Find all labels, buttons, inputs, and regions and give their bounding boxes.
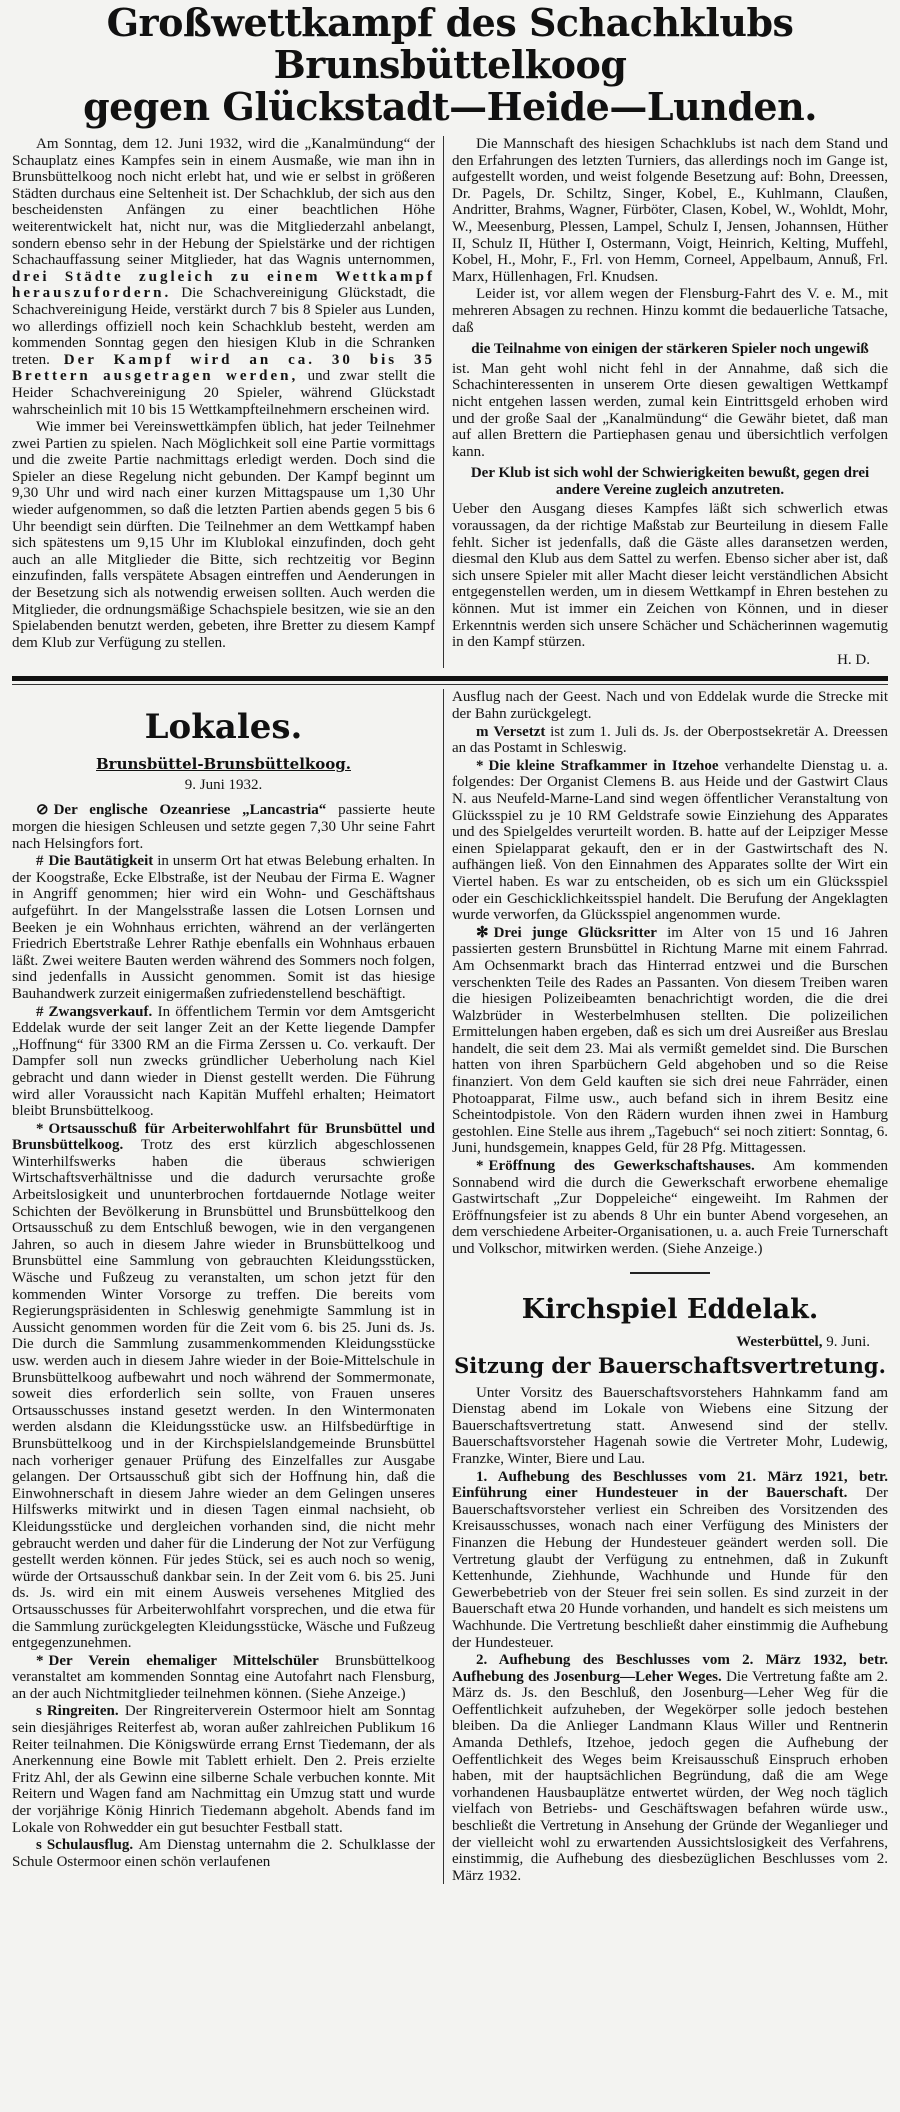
text: ist zum 1. Juli ds. Js. der Oberpostsekretär A. Dreessen an das Postamt in Schleswig. [452, 723, 888, 757]
item-lead: Der Verein ehemaliger Mittelschüler [48, 1652, 319, 1669]
text: Wie immer bei Vereinswettkämpfen üblich, hat jeder Teilnehmer zwei Partien zu spielen. Nach Möglichkeit soll eine Partie vormittags und die zweite Partie nachmittags erledigt werden. Doch sind die Spieler an diese Regelung nicht gebunden. Der Kampf beginnt um 9,30 Uhr und wird nach einer kurzen Mittagspause um 1,30 Uhr wieder aufgenommen, so daß die letzten Partien abends gegen 5 bis 6 Uhr beendigt sein dürften. Die Teilnehmer an dem Wettkampf haben sich spätestens um 9,15 Uhr im Klublokal einzufinden, doch geht auch an alle Mitglieder die Bitte, sich rechtzeitig vor Beginn einzufinden, falls verspätete Absagen eintreffen und Aenderungen in der Besetzung sich als notwendig erweisen sollten. Auch werden die Mitglieder, die ordnungsmäßige Schachspiele besitzen, wie sie an den Spielabenden benutzt werden, gebeten, ihre Bretter zu diesem Kampf dem Klub zur Verfügung zu stellen. [12, 419, 435, 651]
text: Am Dienstag unternahm die 2. Schulklasse der Schule Ostermoor einen schön verlaufenen [12, 1837, 435, 1870]
item-marker-icon: * [476, 757, 484, 774]
paragraph [452, 136, 888, 285]
paragraph [452, 361, 888, 461]
lokales-heading: Lokales. [144, 707, 303, 748]
item-lead: Zwangsverkauf. [48, 1003, 153, 1020]
kirchspiel-heading: Kirchspiel Eddelak. [521, 1293, 819, 1325]
kirchspiel-body [452, 1385, 888, 1885]
item-lead: Versetzt [493, 723, 546, 740]
item-marker-icon: ✻ [476, 924, 489, 941]
lokales-date: 9. Juni 1932. [184, 777, 263, 794]
sitzung-title: Sitzung der Bauerschaftsvertretung. [454, 1352, 886, 1378]
paragraph [12, 136, 435, 418]
paragraph [12, 1121, 435, 1652]
text: und zwar stellt die Heider Schachvereinigung 20 Spieler, während Glückstadt wahrscheinlich mit 10 bis 15 Wettkampfteilnehmern erscheinen wird. [12, 368, 435, 418]
dateline-place: Westerbüttel, [736, 1333, 823, 1350]
dateline-date: 9. Juni. [822, 1333, 870, 1350]
text: Brunsbüttelkoog veranstaltet am kommenden Sonntag eine Autofahrt nach Flensburg, an der auch Nichtmitglieder teilnehmen können. (Siehe Anzeige.) [12, 1652, 436, 1702]
item-lead: Der englische Ozeanriese „Lancastria“ [53, 802, 327, 819]
item-marker-icon: # [36, 853, 44, 870]
text: Am Sonntag, dem 12. Juni 1932, wird die „Kanalmündung“ der Schauplatz eines Kampfes sein in einem Ausmaße, wie man ihn in Brunsbüttelkoog noch nicht erlebt hat, und wie er selbst in größeren Städten durchaus eine Seltenheit ist. Der Schachklub, der sich aus den bescheidensten Anfängen zu einer beachtlichen Höhe weiterentwickelt hat, nicht nur, was die Mitgliederzahl anbelangt, sondern ebenso sehr in der Hebung der Spielstärke und der richtigen Schachauffassung seiner Mitglieder, hat das Wagnis unternommen, [12, 136, 435, 269]
text: Die Mannschaft des hiesigen Schachklubs ist nach dem Stand und den Erfahrungen des letzten Turniers, das allerdings noch im Gange ist, aufgestellt worden, und weist folgende Besetzung auf: Bohn, Dreessen, Dr. Pagels, Dr. Schiltz, Singer, Kobel, E., Kuhlmann, Claußen, Andritter, Brahms, Wagner, Fürböter, Clasen, Kobel, W., Wohldt, Mohr, W., Meesenburg, Plessen, Lampel, Schulz I, Jensen, Johannsen, Hüther II, Schulz II, Hüther I, Ostermann, Voigt, Heinrich, Kelting, Muffehl, Kobel, H., Mohr, F., Frl. von Hemm, Corneel, Appelbaum, Annuß, Frl. Marx, Hüllenhagen, Frl. Knudsen. [452, 136, 888, 285]
item-lead: Drei junge Glücksritter [493, 924, 657, 941]
text: ist. Man geht wohl nicht fehl in der Annahme, daß sich die Schachinteressenten in unserem Orte diesen gewaltigen Wettkampf nicht entgehen lassen werden, zumal kein Eintrittsgeld erhoben wird und der große Saal der „Kanalmündung“ die Gewähr bietet, daß man auf allen Brettern die Partiephasen genau und übersichtlich verfolgen kann. [452, 360, 888, 460]
item-lead: Eröffnung des Gewerkschaftshauses. [488, 1158, 755, 1175]
text: Der Ringreiterverein Ostermoor hielt am Sonntag sein diesjähriges Reiterfest ab, woran außer zahlreichen Publikum 16 Reiter teilnahmen. Die Königswürde errang Ernst Tiedemann, der als Anerkennung eine Bowle mit Tablett erhielt. Den 2. Preis erzielte Fritz Ahl, der als Gewinn eine silberne Schale verbuchen konnte. Mit Reitern und Wagen fand am Nachmittag ein Umzug statt und wurde der vorjährige König Hinrich Tiedemann abgeholt. Abends fand im Lokale von Rohwedder ein gut besuchter Festball statt. [12, 1703, 435, 1836]
subheading [452, 341, 888, 358]
paragraph [452, 1469, 888, 1652]
text: im Alter von 15 und 16 Jahren passierten gestern Brunsbüttel in Richtung Marne mit einem Fahrrad. Am Ochsenmarkt brach das Hinterrad entzwei und die Burschen verschenkten Teile des Rades an Passanten. Von diesem Treiben waren die hiesigen Polizeibeamten benachrichtigt worden, die die drei Walzbrüder in Westerbelmhusen stellten. Die polizeilichen Ermittelungen haben ergeben, daß es sich um drei Ausreißer aus Breslau handelt, die seit dem 23. Mai als vermißt gemeldet sind. Die Burschen hatten von ihren Sparbüchern Geld abgehoben und so die Reise finanziert. Von dem Geld kauften sie sich drei neue Fahrräder, einen Photoapparat, Filme usw., auch befand sich in ihrem Besitz eine Scheintodpistole. Von den Rädern wurden ihnen zwei in Hamburg gestohlen. Eine Stelle aus ihrem „Tagebuch“ sei noch zitiert: Sonntag, 6. Juni, hundsgemein, knappes Geld, für 28 Pfg. Mittagessen. [452, 924, 888, 1157]
item-marker-icon: s [36, 1703, 42, 1720]
chess-article [0, 136, 900, 668]
lower-section [0, 689, 900, 1904]
kirchspiel-dateline [452, 1334, 888, 1351]
paragraph [452, 286, 888, 336]
text: in unserm Ort hat etwas Belebung erhalten. In der Koogstraße, Ecke Elbstraße, ist der Neubau der Firma E. Wagner in Angriff genommen; hier wird ein Wohn- und Geschäftshaus aufgeführt. In der Mangelsstraße lassen die Lotsen Lornsen und Beeken je ein Wohnhaus errichten, während an der verlängerten Friedrich Ebertstraße Lehrer Rathje ebenfalls ein Wohnhaus erbauen läßt. Zwei weitere Bauten werden während des Sommers noch folgen, sind jedenfalls in Aussicht genommen. Somit ist das hiesige Bauhandwerk zurzeit einigermaßen zufriedenstellend beschäftigt. [12, 853, 436, 1002]
text: Ueber den Ausgang dieses Kampfes läßt sich schwerlich etwas voraussagen, da der richtige Maßstab zur Beurteilung in diesem Falle fehlt. Sicher ist jedenfalls, daß die Gäste alles daransetzen werden, diesmal den Klub aus dem Sattel zu werfen. Ebenso sicher aber ist, daß sich unsere Spieler mit aller Macht dieser leicht verständlichen Absicht entgegenstellen werden, um in diesem Wettkampf in Ehren bestehen zu können. Mut ist immer ein Zeichen von Können, und in dieser Erkenntnis werden sich unsere Schächer und Schächerinnen wagemutig in den Kampf stürzen. [452, 501, 888, 651]
section-divider [12, 676, 888, 681]
paragraph [452, 501, 888, 650]
section-divider-group [0, 668, 900, 689]
item-marker-icon: * [476, 1158, 484, 1175]
item-marker-icon: * [36, 1120, 44, 1137]
lower-right-column [452, 689, 888, 1884]
headline [0, 0, 900, 128]
text: Trotz des erst kürzlich abgeschlossenen Winterhilfswerks haben die überaus schwierigen Wirtschaftsverhältnisse und die dadurch verursachte große Arbeitslosigkeit und ununterbrochen fortdauernde Notlage weiter Schichten der Bevölkerung in Brunsbüttel und Brunsbüttelkoog den Ortsausschuß zu dem Entschluß bewogen, wie in den vergangenen Jahren, so auch in diesem Jahre wieder in Brunsbüttelkoog und Brunsbüttel eine Sammlung von gebrauchten Kleidungsstücken, Wäsche und Fußzeug zu veranstalten, um schon jetzt für den kommenden Winter Vorsorge zu treffen. Die bereits vom Regierungspräsidenten in Schleswig genehmigte Sammlung ist in Aussicht genommen worden für die Zeit vom 6. bis 25. Juni ds. Js. Die durch die Sammlung zusammenkommenden Kleidungsstücke usw. werden auch in diesem Jahre wieder in der Boie-Mittelschule in Brunsbüttelkoog aufbewahrt und noch während der Sommermonate, soweit dies erforderlich sein sollte, von Frauen unseres Ortsausschusses instand gesetzt werden. In den Wintermonaten werden alsdann die Kleidungsstücke usw. an Hilfsbedürftige in Brunsbüttelkoog und in der Kirchspielslandgemeinde Brunsbüttel nach vorheriger genauer Prüfung des Einzelfalles zur Ausgabe gelangen. Der Ortsausschuß gibt sich der Hoffnung hin, daß die Einwohnerschaft in diesem Jahre wieder an dem Gelingen unseres Hilfswerks mitwirkt und in diesen Tagen einmal nachsieht, ob Kleidungsstücke und dergleichen vorhanden sind, die nicht mehr gebraucht werden und daher für die Linderung der Not zur Verfügung gestellt werden können. Für jedes Stück, sei es auch noch so wenig, würde der Ortsausschuß dankbar sein. In der Zeit vom 6. bis 25. Juni ds. Js. wird ein mit einem Ausweis versehenes Mitglied des Ortsausschusses für Arbeiterwohlfahrt vorsprechen, und die etwa für die Sammlung zurückgelegten Kleidungsstücke, Wäsche und Fußzeug entgegenzunehmen. [12, 1137, 435, 1652]
paragraph [452, 1652, 888, 1884]
subheading [452, 465, 888, 498]
signature [452, 652, 888, 669]
item-lead: Die Bautätigkeit [48, 853, 154, 870]
short-divider [630, 1272, 710, 1274]
headline-line-1: Großwettkampf des Schachklubs Brunsbüttelkoog [106, 0, 794, 87]
paragraph [12, 802, 435, 852]
paragraph [452, 758, 888, 924]
item-marker-icon: * [36, 1652, 44, 1669]
text: Unter Vorsitz des Bauerschaftsvorstehers Hahnkamm fand am Dienstag abend im Lokale von Wiebens eine Sitzung der Bauerschaftsvertretung statt. Anwesend sind der stellv. Bauerschaftsvorsteher Hagenah sowie die Vertreter Mohr, Ludewig, Franzke, Winter, Biere und Lau. [452, 1384, 888, 1467]
text: Die Schachvereinigung Glückstadt, die Schachvereinigung Heide, verstärkt durch 7 bis 8 Spieler aus Lunden, wo allerdings offiziell noch kein Schachklub besteht, werden am kommenden Sonntag gegen den hiesigen Klub in die Schranken treten. [12, 285, 435, 368]
item-lead: 2. Aufhebung des Beschlusses vom 2. März 1932, betr. Aufhebung des Josenburg—Leher Weges. [452, 1652, 888, 1685]
chess-article-left-column [12, 136, 435, 668]
section-divider-thin [12, 684, 888, 685]
headline-line-2: gegen Glückstadt—Heide—Lunden. [83, 84, 817, 129]
paragraph [452, 1158, 888, 1258]
item-marker-icon: s [36, 1837, 42, 1854]
text: H. D. [837, 651, 870, 668]
paragraph [452, 925, 888, 1157]
lokales-left-column [12, 802, 435, 1870]
chess-article-right-column [452, 136, 888, 668]
column-divider-lower [443, 689, 444, 1884]
text: Der Klub ist sich wohl der Schwierigkeiten bewußt, gegen drei andere Vereine zugleich anzutreten. [470, 465, 870, 498]
paragraph [12, 419, 435, 651]
text: verhandelte Dienstag u. a. folgendes: Der Organist Clemens B. aus Heide und der Gastwirt Claus N. aus Neufeld-Marne-Land sind wegen öffentlicher Veranstaltung von Glücksspiel zu je 10 RM Geldstrafe sowie Einziehung des Apparates und des Spielgeldes verurteilt worden. B. hatte auf der Leipziger Messe einen Spielapparat gekauft, den er in der Gastwirtschaft des N. aufhängen ließ. Von den Einnahmen des Apparates sollte der Wirt ein Viertel haben. Es war zu entscheiden, ob es sich um ein Glücksspiel oder ein Geschicklichkeitsspiel handelt. Die Berufung der Angeklagten wurde verworfen, da Glücksspiel angenommen wurde. [452, 757, 888, 924]
text: Ausflug nach der Geest. Nach und von Eddelak wurde die Strecke mit der Bahn zurückgelegt. [452, 689, 888, 722]
text: Der Bauerschaftsvorsteher verliest ein Schreiben des Vorsitzenden des Kreisausschusses, wonach nach einer Verfügung des Ministers der Finanzen die Hebung der Hundesteuer geändert werden soll. Die Vertretung glaubt der Verfügung zu entnehmen, daß in Zukunft Kettenhunde, Ziehhunde, Wachhunde und Hunde für den Gewerbebetrieb von der Steuer frei sein sollen. Es sind zurzeit in der Bauerschaft etwa 20 Hunde vorhanden, und handelt es sich meistens um Wachhunde. Die Vertretung beschließt daher einstimmig die Aufhebung der Hundesteuer. [452, 1485, 888, 1651]
paragraph [12, 1837, 435, 1870]
lokales-subheading: Brunsbüttel-Brunsbüttelkoog. [96, 755, 351, 774]
text: die Teilnahme von einigen der stärkeren Spieler noch ungewiß [471, 341, 869, 358]
lokales-right-column [452, 689, 888, 1257]
paragraph [452, 689, 888, 722]
paragraph [452, 1385, 888, 1468]
emphasis: drei Städte zugleich zu einem Wettkampf herauszufordern. [12, 268, 435, 302]
text: Die Vertretung faßte am 2. März ds. Js. den Beschluß, den Josenburg—Leher Weg für die Oeffentlichkeit aufzuheben, der Wegekörper solle jedoch bestehen bleiben. Da die Anlieger Landmann Klaus Willer und Rentnerin Amanda Dethlefs, Itzehoe, jedoch gegen die Aufhebung der Oeffentlichkeit des Weges beim Kreisausschuß Einspruch erhoben haben, mit der hauptsächlichen Begründung, daß die am Wege vorhandenen Hausbauplätze entwertet würden, der Weg noch täglich vielfach von Betriebs- und Geschäftswagen befahren würde usw., beschließt die Vertretung in Ansehung der Gründe der Weganlieger und der vielleicht wohl zu erwartenden Aussichtslosigkeit des Verfahrens, einstimmig, die Aufhebung des diesbezüglichen Beschlusses vom 2. März 1932. [452, 1668, 888, 1884]
item-marker-icon: m [476, 723, 489, 740]
item-lead: Ortsausschuß für Arbeiterwohlfahrt für Brunsbüttel und Brunsbüttelkoog. [12, 1120, 435, 1154]
item-lead: Schulausflug. [46, 1837, 134, 1854]
item-marker-icon: # [36, 1003, 44, 1020]
text: Am kommenden Sonnabend wird die durch die Gewerkschaft erworbene ehemalige Gastwirtschaft „Zur Doppeleiche“ eingeweiht. Im Rahmen der Eröffnungsfeier ist zu abends 8 Uhr ein bunter Abend vorgesehen, an dem verschiedene Arbeiter-Organisationen, u. a. auch Freie Turnerschaft und Volkschor, mitwirken werden. (Siehe Anzeige.) [452, 1158, 888, 1257]
item-lead: Die kleine Strafkammer in Itzehoe [488, 757, 719, 774]
paragraph [452, 724, 888, 757]
text: In öffentlichem Termin vor dem Amtsgericht Eddelak wurde der seit langer Zeit an der Kette liegende Dampfer „Hoffnung“ für 3300 RM an die Firma Zerssen u. Co. verkauft. Der Dampfer soll nun zwecks gründlicher Ueberholung nach Kiel gebracht und dann wieder in Dienst gestellt werden. Die Führung wird aller Voraussicht nach Kapitän Muffehl erhalten; Heimatort bleibt Brunsbüttelkoog. [12, 1003, 435, 1120]
lokales-section [12, 689, 435, 1884]
emphasis: Der Kampf wird an ca. 30 bis 35 Brettern ausgetragen werden, [12, 351, 435, 385]
item-marker-icon: ⊘ [36, 802, 49, 819]
item-lead: 1. Aufhebung des Beschlusses vom 21. März 1921, betr. Einführung einer Hundesteuer in der Bauerschaft. [452, 1468, 888, 1502]
column-divider [443, 136, 444, 668]
item-lead: Ringreiten. [46, 1703, 119, 1720]
paragraph [12, 1653, 435, 1703]
paragraph [12, 1703, 435, 1836]
paragraph [12, 1004, 435, 1120]
text: Leider ist, vor allem wegen der Flensburg-Fahrt des V. e. M., mit mehreren Absagen zu rechnen. Hinzu kommt die bedauerliche Tatsache, daß [452, 286, 888, 336]
text: passierte heute morgen die hiesigen Schleusen und setzte gegen 7,30 Uhr seine Fahrt nach Helsingfors fort. [12, 802, 435, 852]
paragraph [12, 853, 435, 1002]
